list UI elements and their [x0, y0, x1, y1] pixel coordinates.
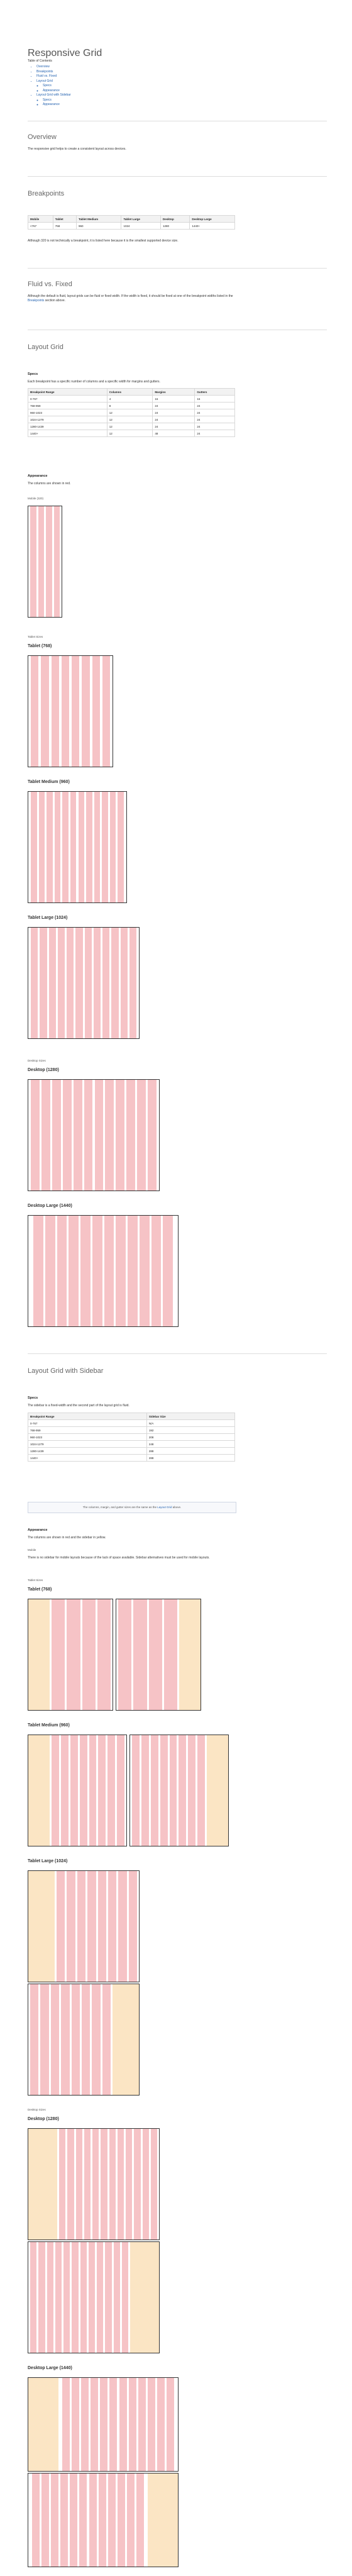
- grid-column: [76, 2129, 82, 2240]
- sidebar-grid-tablet-right-frame: [116, 1599, 201, 1711]
- grid-column: [55, 2242, 62, 2353]
- grid-column: [134, 2129, 140, 2240]
- grid-column: [47, 792, 53, 902]
- sidebar-grid-desktop-right-frame: [28, 2241, 160, 2353]
- table-cell: 16: [153, 396, 195, 402]
- desktop-large-heading: Desktop Large (1440): [28, 1204, 72, 1208]
- table-cell: 24: [195, 430, 235, 437]
- table-header: Tablet: [53, 216, 76, 223]
- grid-column: [94, 792, 101, 902]
- grid-column: [149, 1599, 162, 1710]
- sidebar-specs-table: [28, 1413, 235, 1462]
- table-header: Sidebar Size: [146, 1413, 234, 1420]
- table-cell: 1024-1279: [28, 416, 107, 423]
- desktop-heading: Desktop (1280): [28, 1068, 59, 1072]
- grid-column: [128, 1216, 138, 1326]
- table-cell: 24: [195, 409, 235, 416]
- overview-heading: Overview: [28, 133, 57, 141]
- layout-grid-heading: Layout Grid: [28, 343, 63, 351]
- sidebar-tablet-large-heading: Tablet Large (1024): [28, 1859, 68, 1863]
- table-cell: 24: [153, 402, 195, 409]
- grid-column: [121, 928, 128, 1038]
- grid-column: [117, 1735, 124, 1846]
- table-header: Gutters: [195, 389, 235, 396]
- table-cell: 48: [153, 430, 195, 437]
- layout-specs-table: [28, 388, 235, 437]
- table-cell: 1440+: [190, 223, 235, 230]
- grid-column: [136, 2473, 144, 2567]
- grid-column: [62, 656, 69, 767]
- grid-column: [132, 1735, 140, 1846]
- page-title: Responsive Grid: [28, 48, 102, 58]
- layout-appearance-text: The columns are shown in red.: [28, 482, 71, 486]
- sidebar-region: [130, 2242, 159, 2353]
- sidebar-grid-tablet-medium-left-frame: [28, 1735, 127, 1846]
- table-cell: 1440+: [28, 1455, 147, 1462]
- grid-column: [41, 656, 48, 767]
- grid-column: [107, 1735, 115, 1846]
- table-cell: 12: [107, 430, 153, 437]
- table-cell: 248: [146, 1441, 234, 1448]
- grid-column: [137, 1080, 146, 1191]
- grid-column: [87, 1871, 96, 1982]
- breakpoints-link[interactable]: Breakpoints: [28, 299, 45, 303]
- sidebar-tablet-medium-heading: Tablet Medium (960): [28, 1723, 70, 1728]
- grid-column: [109, 2378, 117, 2471]
- grid-column: [89, 2242, 95, 2353]
- toc-link-layout-grid-sidebar[interactable]: • Layout Grid with Sidebar: [36, 93, 71, 98]
- layout-specs-text: Each breakpoint has a specific number of columns and a specific width for margins and gutters.: [28, 380, 160, 384]
- grid-column: [98, 1735, 106, 1846]
- grid-column: [118, 1599, 131, 1710]
- grid-desktop-frame: [28, 1079, 160, 1191]
- grid-column: [141, 1735, 149, 1846]
- grid-column: [151, 1735, 158, 1846]
- grid-column: [61, 1984, 69, 2095]
- grid-column: [61, 1735, 69, 1846]
- table-cell: 1024: [121, 223, 161, 230]
- table-cell: 0-767: [28, 1420, 147, 1427]
- grid-column: [148, 2378, 155, 2471]
- sidebar-grid-tablet-large-right-frame: [28, 1984, 140, 2096]
- table-header: Desktop Large: [190, 216, 235, 223]
- grid-column: [167, 2378, 174, 2471]
- tablet-medium-heading: Tablet Medium (960): [28, 780, 70, 784]
- grid-column: [54, 506, 60, 617]
- grid-column: [119, 2378, 127, 2471]
- sidebar-grid-tablet-medium-right-frame: [129, 1735, 229, 1846]
- grid-column: [101, 2129, 107, 2240]
- sidebar-grid-desktop-large-right-frame: [28, 2473, 179, 2567]
- toc-link-specs[interactable]: ◦ Specs: [43, 84, 71, 89]
- grid-column: [92, 656, 100, 767]
- grid-column: [67, 1871, 75, 1982]
- table-cell: 8: [107, 402, 153, 409]
- table-cell: 24: [153, 409, 195, 416]
- table-header: Breakpoint Range: [28, 1413, 147, 1420]
- tablet-sizes-label: Tablet Sizes: [28, 635, 43, 638]
- sidebar-appearance-heading: Appearance: [28, 1528, 48, 1532]
- grid-column: [80, 1216, 91, 1326]
- table-header: Tablet Medium: [77, 216, 121, 223]
- grid-column: [129, 928, 136, 1038]
- sidebar-region: [207, 1735, 228, 1846]
- grid-column: [85, 928, 92, 1038]
- sidebar-grid-heading: Layout Grid with Sidebar: [28, 1367, 104, 1375]
- sidebar-specs-heading: Specs: [28, 1396, 38, 1400]
- grid-column: [75, 928, 82, 1038]
- grid-column: [143, 2129, 149, 2240]
- grid-column: [49, 928, 56, 1038]
- grid-column: [33, 1216, 43, 1326]
- breakpoints-table: [28, 215, 235, 230]
- layout-specs-heading: Specs: [28, 372, 38, 376]
- grid-column: [69, 1216, 79, 1326]
- sidebar-region: [28, 1871, 55, 1982]
- sidebar-tablet-heading: Tablet (768): [28, 1587, 52, 1592]
- grid-column: [116, 1080, 124, 1191]
- grid-column: [74, 1080, 82, 1191]
- sidebar-note: [28, 1502, 236, 1513]
- grid-column: [118, 2129, 124, 2240]
- sidebar-specs-text: The sidebar is a fixed-width and the second part of the layout grid is fluid.: [28, 1404, 129, 1407]
- toc-link-fluid[interactable]: • Fluid vs. Fixed: [36, 74, 71, 79]
- grid-column: [52, 1080, 61, 1191]
- table-of-contents: [28, 65, 71, 108]
- mobile-label: Mobile (320): [28, 497, 44, 500]
- grid-column: [60, 2473, 68, 2567]
- toc-link-layout-grid[interactable]: • Layout Grid: [36, 79, 71, 84]
- grid-column: [82, 1984, 90, 2095]
- grid-column: [100, 2378, 107, 2471]
- grid-column: [105, 2242, 111, 2353]
- table-cell: 1024-1279: [28, 1441, 147, 1448]
- grid-column: [58, 928, 65, 1038]
- grid-column: [72, 2378, 79, 2471]
- grid-column: [82, 656, 89, 767]
- grid-column: [148, 1080, 157, 1191]
- grid-column: [92, 2129, 99, 2240]
- table-cell: 960-1023: [28, 1434, 147, 1441]
- sidebar-region: [28, 1599, 50, 1710]
- grid-tablet-medium-frame: [28, 791, 127, 903]
- sidebar-desktop-sizes-label: Desktop Sizes: [28, 2108, 46, 2111]
- tablet-heading: Tablet (768): [28, 644, 52, 648]
- grid-column: [38, 2242, 45, 2353]
- grid-column: [41, 1080, 50, 1191]
- grid-column: [126, 2129, 132, 2240]
- grid-column: [63, 1080, 72, 1191]
- table-cell: 24: [195, 402, 235, 409]
- grid-column: [32, 2473, 40, 2567]
- grid-column: [95, 1080, 104, 1191]
- table-cell: 24: [153, 416, 195, 423]
- grid-column: [102, 1984, 111, 2095]
- sidebar-tablet-sizes-label: Tablet Sizes: [28, 1579, 43, 1582]
- grid-column: [55, 792, 61, 902]
- grid-column: [57, 1216, 67, 1326]
- layout-appearance-heading: Appearance: [28, 474, 48, 478]
- grid-column: [133, 1599, 146, 1710]
- sidebar-region: [113, 1984, 139, 2095]
- grid-column: [67, 928, 74, 1038]
- sidebar-mobile-label: Mobile: [28, 1548, 36, 1552]
- grid-column: [129, 1871, 137, 1982]
- grid-column: [110, 792, 116, 902]
- grid-column: [164, 1599, 177, 1710]
- toc-link-breakpoints[interactable]: • Breakpoints: [36, 70, 71, 75]
- table-cell: 1280-1439: [28, 423, 107, 430]
- table-cell: 24: [153, 423, 195, 430]
- table-header: Mobile: [28, 216, 53, 223]
- grid-column: [126, 1080, 135, 1191]
- toc-link-sidebar-appearance[interactable]: ◦ Appearance: [43, 103, 71, 108]
- sidebar-region: [179, 1599, 201, 1710]
- table-cell: N/A: [146, 1420, 234, 1427]
- grid-column: [70, 792, 77, 902]
- grid-column: [67, 1599, 80, 1710]
- table-cell: 768-959: [28, 402, 107, 409]
- sidebar-grid-tablet-left-frame: [28, 1599, 113, 1711]
- grid-column: [38, 506, 45, 617]
- grid-column: [62, 2378, 70, 2471]
- grid-column: [102, 928, 109, 1038]
- table-cell: 768: [53, 223, 76, 230]
- grid-column: [114, 2242, 120, 2353]
- table-cell: 24: [195, 423, 235, 430]
- grid-column: [92, 1216, 102, 1326]
- grid-column: [109, 2129, 116, 2240]
- note-text-b: above.: [172, 1506, 182, 1509]
- grid-column: [52, 656, 59, 767]
- grid-column: [86, 792, 92, 902]
- grid-column: [57, 1871, 65, 1982]
- fluid-text-b: section above.: [45, 299, 66, 303]
- grid-tablet-frame: [28, 655, 113, 767]
- grid-column: [160, 1735, 168, 1846]
- grid-column: [97, 2242, 103, 2353]
- table-cell: 288: [146, 1448, 234, 1455]
- table-cell: 12: [107, 409, 153, 416]
- table-cell: 1280-1439: [28, 1448, 147, 1455]
- fluid-heading: Fluid vs. Fixed: [28, 280, 72, 288]
- sidebar-mobile-text: There is no sidebar for mobile layouts because of the lack of space available. Sidebar alternatives must be used for mobile layouts.: [28, 1556, 210, 1560]
- note-text-a: The columns, margin, and gutter sizes are the same as the: [82, 1506, 157, 1509]
- grid-mobile-frame: [28, 506, 62, 618]
- table-header: Breakpoint Range: [28, 389, 107, 396]
- grid-column: [30, 1984, 38, 2095]
- sidebar-region: [28, 2129, 57, 2240]
- grid-column: [80, 1735, 87, 1846]
- grid-column: [118, 1871, 126, 1982]
- grid-column: [82, 1599, 96, 1710]
- sidebar-region: [28, 2378, 58, 2471]
- sidebar-region: [148, 2473, 178, 2567]
- grid-column: [138, 2378, 146, 2471]
- grid-column: [30, 2242, 36, 2353]
- grid-column: [81, 2378, 89, 2471]
- sidebar-grid-desktop-large-left-frame: [28, 2377, 179, 2472]
- table-cell: 960-1023: [28, 409, 107, 416]
- grid-column: [151, 1216, 162, 1326]
- table-cell: 12: [107, 423, 153, 430]
- grid-column: [97, 1599, 111, 1710]
- grid-column: [45, 1216, 55, 1326]
- table-cell: 768-959: [28, 1427, 147, 1434]
- grid-column: [118, 792, 124, 902]
- table-cell: 12: [107, 416, 153, 423]
- grid-column: [98, 1871, 106, 1982]
- grid-column: [116, 1216, 126, 1326]
- grid-column: [91, 2378, 98, 2471]
- table-cell: 960: [77, 223, 121, 230]
- breakpoints-note: Although 320 is not technically a breakpoint, it is listed here because it is the smallest supported device size.: [28, 239, 179, 243]
- grid-column: [188, 1735, 195, 1846]
- table-header: Desktop: [161, 216, 190, 223]
- grid-column: [105, 1080, 114, 1191]
- table-cell: <767: [28, 223, 53, 230]
- grid-column: [197, 1735, 205, 1846]
- grid-column: [84, 1080, 93, 1191]
- grid-column: [51, 2473, 58, 2567]
- table-cell: 0-767: [28, 396, 107, 402]
- grid-column: [51, 1984, 59, 2095]
- grid-column: [89, 1735, 97, 1846]
- table-cell: 208: [146, 1434, 234, 1441]
- table-cell: 4: [107, 396, 153, 402]
- divider: [28, 268, 327, 269]
- grid-column: [79, 792, 85, 902]
- grid-column: [122, 2242, 128, 2353]
- grid-column: [46, 506, 52, 617]
- sidebar-appearance-text: The columns are shown in red and the sidebar in yellow.: [28, 1536, 106, 1540]
- tablet-large-heading: Tablet Large (1024): [28, 916, 68, 920]
- toc-label: Table of Contents: [28, 59, 52, 63]
- grid-column: [70, 2473, 77, 2567]
- grid-column: [80, 2242, 87, 2353]
- grid-column: [84, 2129, 91, 2240]
- overview-text: The responsive grid helps to create a consistent layout across devices.: [28, 147, 126, 151]
- grid-column: [111, 928, 118, 1038]
- grid-column: [52, 1735, 59, 1846]
- grid-column: [89, 2473, 97, 2567]
- grid-column: [31, 792, 37, 902]
- table-header: Margins: [153, 389, 195, 396]
- grid-tablet-large-frame: [28, 927, 140, 1039]
- grid-column: [129, 2378, 136, 2471]
- grid-column: [102, 792, 108, 902]
- grid-column: [118, 2473, 125, 2567]
- grid-column: [41, 2473, 49, 2567]
- toc-link-appearance[interactable]: ◦ Appearance: [43, 89, 71, 94]
- grid-column: [99, 2473, 106, 2567]
- grid-column: [157, 2378, 165, 2471]
- grid-column: [72, 1984, 80, 2095]
- toc-link-sidebar-specs[interactable]: ◦ Specs: [43, 98, 71, 103]
- grid-column: [39, 792, 45, 902]
- grid-column: [163, 1216, 173, 1326]
- breakpoints-heading: Breakpoints: [28, 190, 65, 197]
- table-cell: 16: [195, 396, 235, 402]
- grid-column: [94, 928, 101, 1038]
- grid-column: [108, 1871, 116, 1982]
- grid-column: [170, 1735, 177, 1846]
- grid-column: [47, 2242, 53, 2353]
- divider: [28, 176, 327, 177]
- table-cell: 1440+: [28, 430, 107, 437]
- table-header: Columns: [107, 389, 153, 396]
- grid-column: [62, 792, 69, 902]
- toc-link-overview[interactable]: • Overview: [36, 65, 71, 70]
- grid-column: [79, 2473, 87, 2567]
- table-header: Tablet Large: [121, 216, 161, 223]
- grid-column: [67, 2129, 74, 2240]
- grid-column: [70, 1735, 78, 1846]
- table-cell: 1280: [161, 223, 190, 230]
- grid-column: [59, 2129, 65, 2240]
- table-cell: 24: [195, 416, 235, 423]
- grid-column: [40, 1984, 48, 2095]
- grid-column: [31, 1080, 40, 1191]
- grid-column: [52, 1599, 65, 1710]
- grid-column: [108, 2473, 116, 2567]
- desktop-sizes-label: Desktop Sizes: [28, 1059, 46, 1062]
- fluid-text-a: Although the default is fluid, layout grids can be fluid or fixed width. If the width is fixed, it should be fixed at one of the breakpoint widths listed in the: [28, 294, 233, 298]
- grid-column: [77, 1871, 85, 1982]
- grid-column: [127, 2473, 135, 2567]
- grid-column: [30, 506, 36, 617]
- sidebar-desktop-large-heading: Desktop Large (1440): [28, 2366, 72, 2370]
- grid-column: [140, 1216, 150, 1326]
- sidebar-desktop-heading: Desktop (1280): [28, 2117, 59, 2121]
- fluid-text: [28, 294, 241, 303]
- sidebar-grid-desktop-left-frame: [28, 2128, 160, 2240]
- table-cell: 288: [146, 1455, 234, 1462]
- grid-column: [102, 656, 110, 767]
- grid-desktop-large-frame: [28, 1215, 179, 1327]
- sidebar-grid-tablet-large-left-frame: [28, 1870, 140, 1982]
- grid-column: [104, 1216, 114, 1326]
- grid-column: [92, 1984, 100, 2095]
- grid-column: [31, 928, 38, 1038]
- layout-grid-link[interactable]: Layout Grid: [157, 1506, 172, 1509]
- sidebar-region: [28, 1735, 50, 1846]
- grid-column: [72, 656, 79, 767]
- grid-column: [63, 2242, 70, 2353]
- grid-column: [179, 1735, 186, 1846]
- table-cell: 192: [146, 1427, 234, 1434]
- grid-column: [72, 2242, 78, 2353]
- grid-column: [31, 656, 38, 767]
- grid-column: [40, 928, 47, 1038]
- divider: [28, 1353, 327, 1354]
- grid-column: [151, 2129, 157, 2240]
